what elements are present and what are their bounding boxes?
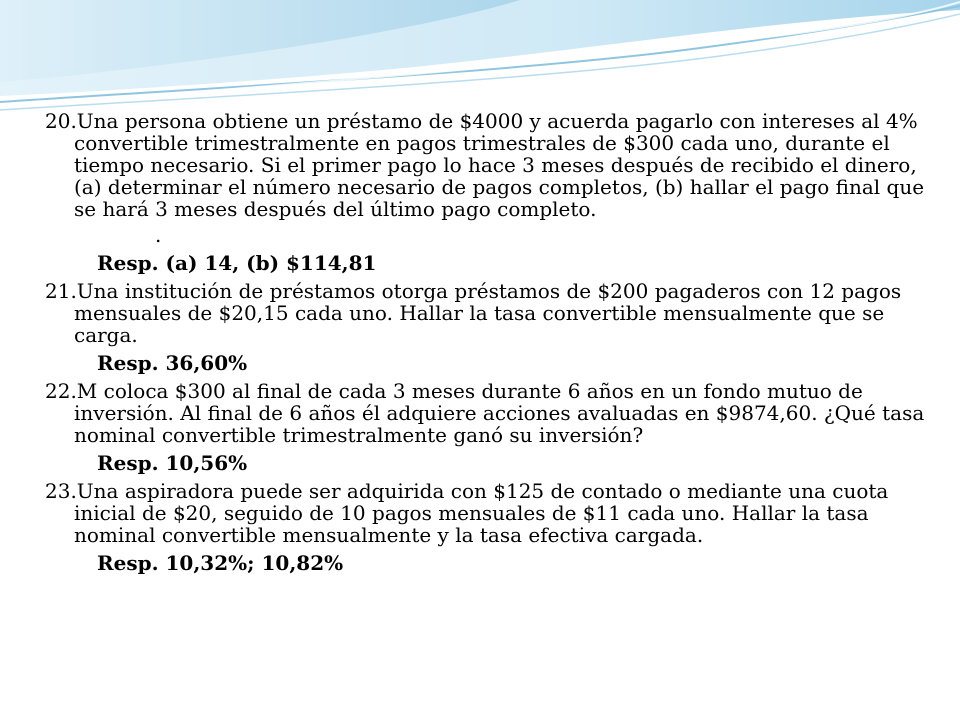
answer-20: Resp. (a) 14, (b) $114,81 xyxy=(97,251,377,275)
answer-23: Resp. 10,32%; 10,82% xyxy=(97,551,344,575)
problem-21: 21.Una institución de préstamos otorga préstamos de $200 pagaderos con 12 pagos mensuales de $20,15 cada uno. Hallar la tasa convertible mensualmente que se carga. xyxy=(45,279,902,347)
problem-20: 20.Una persona obtiene un préstamo de $4000 y acuerda pagarlo con intereses al 4% convertible trimestralmente en pagos trimestrales de $300 cada uno, durante el tiempo necesario. Si el primer pago lo hace 3 meses después de recibido el dinero, (a) determinar el número necesario de pagos completos, (b) hallar el pago final que se hará 3 meses después del último pago completo. xyxy=(45,109,925,221)
list-marker: . xyxy=(155,223,162,247)
problem-22: 22.M coloca $300 al final de cada 3 meses durante 6 años en un fondo mutuo de inversión. Al final de 6 años él adquiere acciones avaluadas en $9874,60. ¿Qué tasa nominal convertible trimestralmente ganó su inversión? xyxy=(45,379,925,447)
problem-list xyxy=(45,110,925,580)
answer-22: Resp. 10,56% xyxy=(97,451,248,475)
problem-23: 23.Una aspiradora puede ser adquirida con $125 de contado o mediante una cuota inicial de $20, seguido de 10 pagos mensuales de $11 cada uno. Hallar la tasa nominal convertible mensualmente y la tasa efectiva cargada. xyxy=(45,479,889,547)
answer-21: Resp. 36,60% xyxy=(97,351,248,375)
